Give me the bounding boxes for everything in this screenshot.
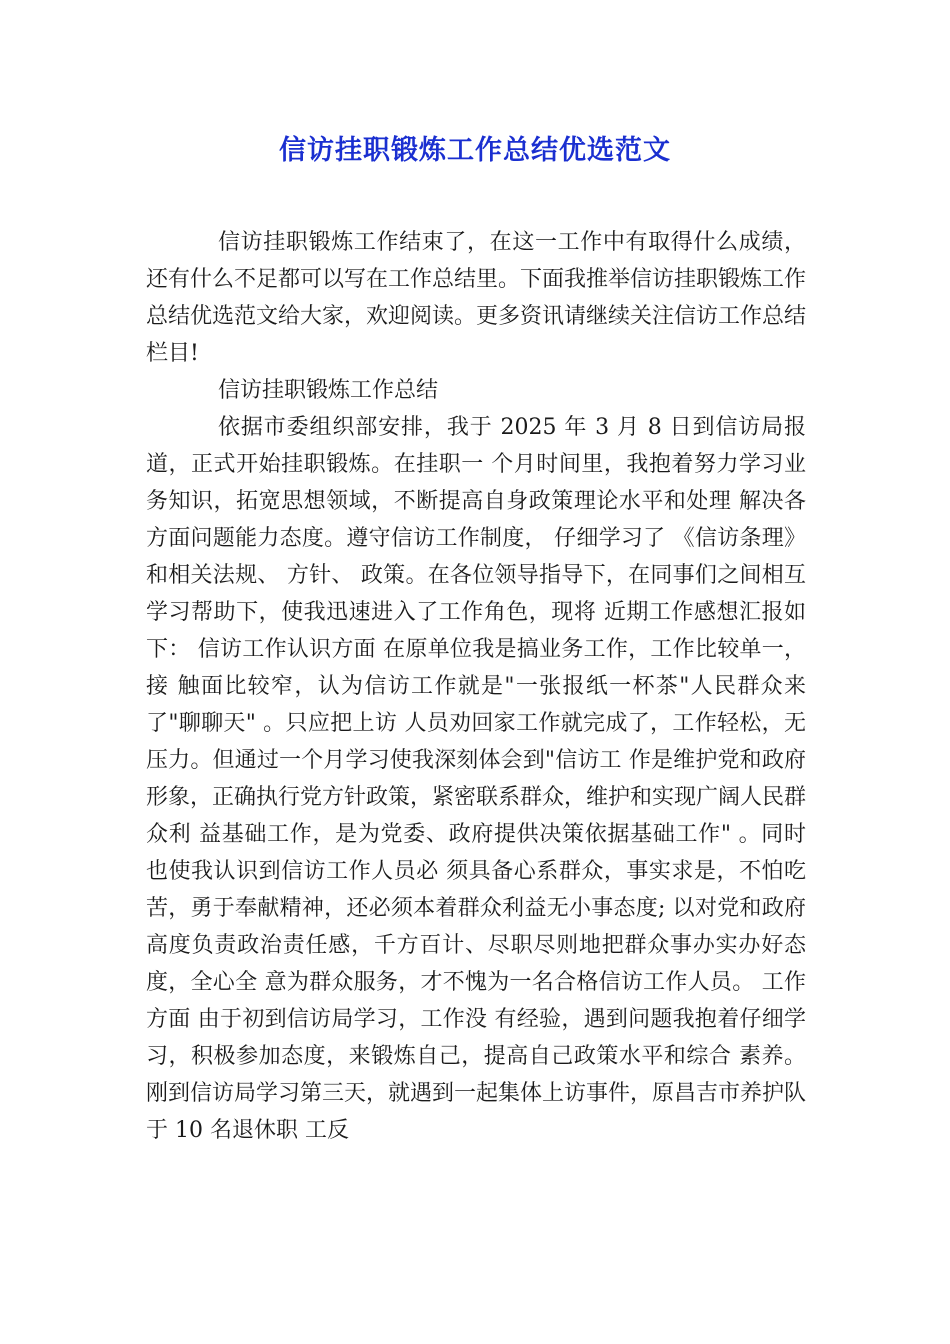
document-body: [146, 224, 806, 1149]
document-title: 信访挂职锻炼工作总结优选范文: [279, 135, 671, 166]
main-paragraph: 依据市委组织部安排，我于 2025 年 3 月 8 日到信访局报道，正式开始挂职锻炼。在挂职一 个月时间里，我抱着努力学习业务知识，拓宽思想领域，不断提高自身政策理论水平和处理 解决各方面问题能力态度。遵守信访工作制度， 仔细学习了 《信访条理》和相关法规、 方针、 政策。在各位领导指导下，在同事们之间相互学习帮助下，使我迅速进入了工作角色，现将 近期工作感想汇报如下： 信访工作认识方面 在原单位我是搞业务工作，工作比较单一，接 触面比较窄，认为信访工作就是"一张报纸一杯茶"人民群众来了"聊聊天" 。只应把上访 人员劝回家工作就完成了，工作轻松，无压力。但通过一个月学习使我深刻体会到"信访工 作是维护党和政府形象，正确执行党方针政策，紧密联系群众，维护和实现广阔人民群众利 益基础工作，是为党委、政府提供决策依据基础工作" 。同时也使我认识到信访工作人员必 须具备心系群众，事实求是，不怕吃苦，勇于奉献精神，还必须本着群众利益无小事态度; 以对党和政府高度负责政治责任感，千方百计、尽职尽则地把群众事办实办好态度，全心全 意为群众服务，才不愧为一名合格信访工作人员。 工作方面 由于初到信访局学习，工作没 有经验，遇到问题我抱着仔细学习，积极参加态度，来锻炼自己，提高自己政策水平和综合 素养。 刚到信访局学习第三天，就遇到一起集体上访事件，原昌吉市养护队于 10 名退休职 工反: [146, 415, 807, 1143]
section-heading: 信访挂职锻炼工作总结: [218, 378, 439, 403]
intro-paragraph: 信访挂职锻炼工作结束了，在这一工作中有取得什么成绩，还有什么不足都可以写在工作总结里。下面我推举信访挂职锻炼工作总结优选范文给大家，欢迎阅读。更多资讯请继续关注信访工作总结栏目!: [146, 230, 807, 366]
